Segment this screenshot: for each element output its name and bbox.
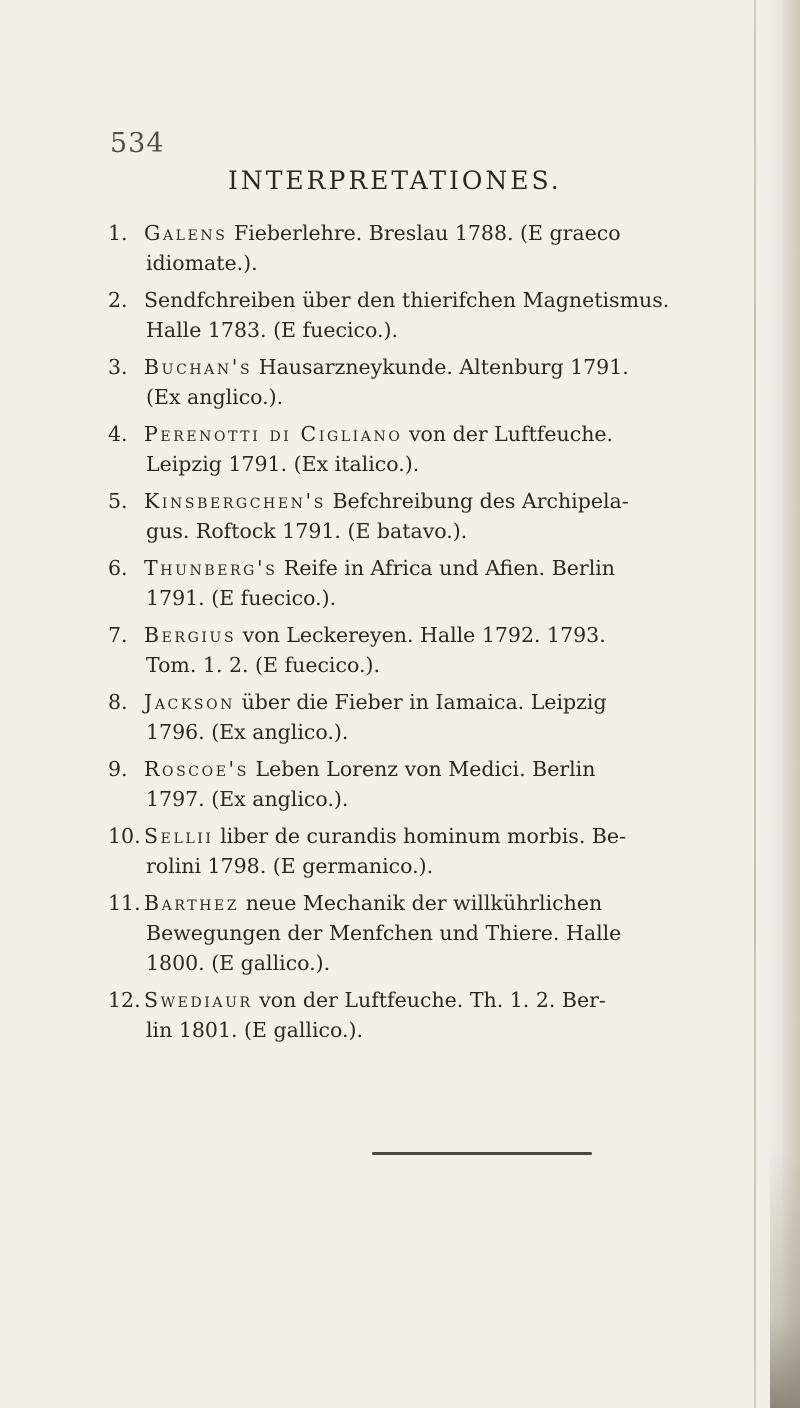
entry-author: Galens [144,221,228,245]
entry-author: Jackson [144,690,236,714]
list-item [108,754,748,814]
entry-text: Halle 1783. (E fuecico.). [146,318,398,342]
entry-text: Leipzig 1791. (Ex italico.). [146,452,420,476]
list-item [108,285,748,345]
entry-number: 12. [108,988,141,1012]
entry-text: Sendfchreiben über den thierifchen Magnetismus. [144,288,670,312]
entry-author: Kinsbergchen's [144,489,326,513]
list-item [108,352,748,412]
entry-text: 1800. (E gallico.). [146,951,331,975]
entry-text: Hausarzneykunde. Altenburg 1791. [258,355,629,379]
entry-number: 11. [108,891,141,915]
entry-text: Reife in Africa und Afien. Berlin [283,556,616,580]
list-item [108,687,748,747]
entry-text: über die Fieber in Iamaica. Leipzig [241,690,607,714]
list-item [108,553,748,613]
entry-author: Thunberg's [144,556,278,580]
entry-number: 8. [108,690,128,714]
entry-author: Buchan's [144,355,253,379]
running-head: INTERPRETATIONES. [228,166,562,195]
entry-author: Perenotti di Cigliano [144,422,403,446]
entry-text: 1797. (Ex anglico.). [146,787,349,811]
entry-author: Roscoe's [144,757,249,781]
list-item [108,821,748,881]
list-item [108,486,748,546]
entry-text: 1796. (Ex anglico.). [146,720,349,744]
entry-number: 5. [108,489,128,513]
page-fold-line [754,0,756,1408]
entry-number: 10. [108,824,141,848]
entry-number: 9. [108,757,128,781]
entry-author: Barthez [144,891,240,915]
entry-text: von Leckereyen. Halle 1792. 1793. [242,623,606,647]
entry-text: Befchreibung des Archipela- [332,489,629,513]
entry-text: Fieberlehre. Breslau 1788. (E graeco [233,221,621,245]
entry-text: liber de curandis hominum morbis. Be- [220,824,626,848]
entry-text: rolini 1798. (E germanico.). [146,854,434,878]
page-corner-shadow [770,1148,800,1408]
list-item [108,419,748,479]
entry-text: Bewegungen der Menfchen und Thiere. Halle [146,921,622,945]
entry-text: Leben Lorenz von Medici. Berlin [255,757,596,781]
entry-text: 1791. (E fuecico.). [146,586,337,610]
entry-number: 2. [108,288,128,312]
entry-text: von der Luftfeuche. [408,422,614,446]
entry-author: Sellii [144,824,214,848]
entry-text: idiomate.). [146,251,258,275]
list-item [108,888,748,978]
list-item [108,218,748,278]
entry-text: lin 1801. (E gallico.). [146,1018,364,1042]
entry-author: Bergius [144,623,237,647]
closing-rule [372,1152,592,1155]
list-item [108,985,748,1045]
page-number: 534 [110,128,165,159]
entry-text: von der Luftfeuche. Th. 1. 2. Ber- [259,988,606,1012]
entry-number: 4. [108,422,128,446]
entry-text: neue Mechanik der willkührlichen [245,891,603,915]
list-item [108,620,748,680]
entry-author: Swediaur [144,988,253,1012]
entry-number: 3. [108,355,128,379]
entry-number: 1. [108,221,128,245]
entry-number: 7. [108,623,128,647]
entry-number: 6. [108,556,128,580]
entry-list [108,218,748,1052]
entry-text: Tom. 1. 2. (E fuecico.). [146,653,380,677]
entry-text: (Ex anglico.). [146,385,284,409]
entry-text: gus. Roftock 1791. (E batavo.). [146,519,468,543]
